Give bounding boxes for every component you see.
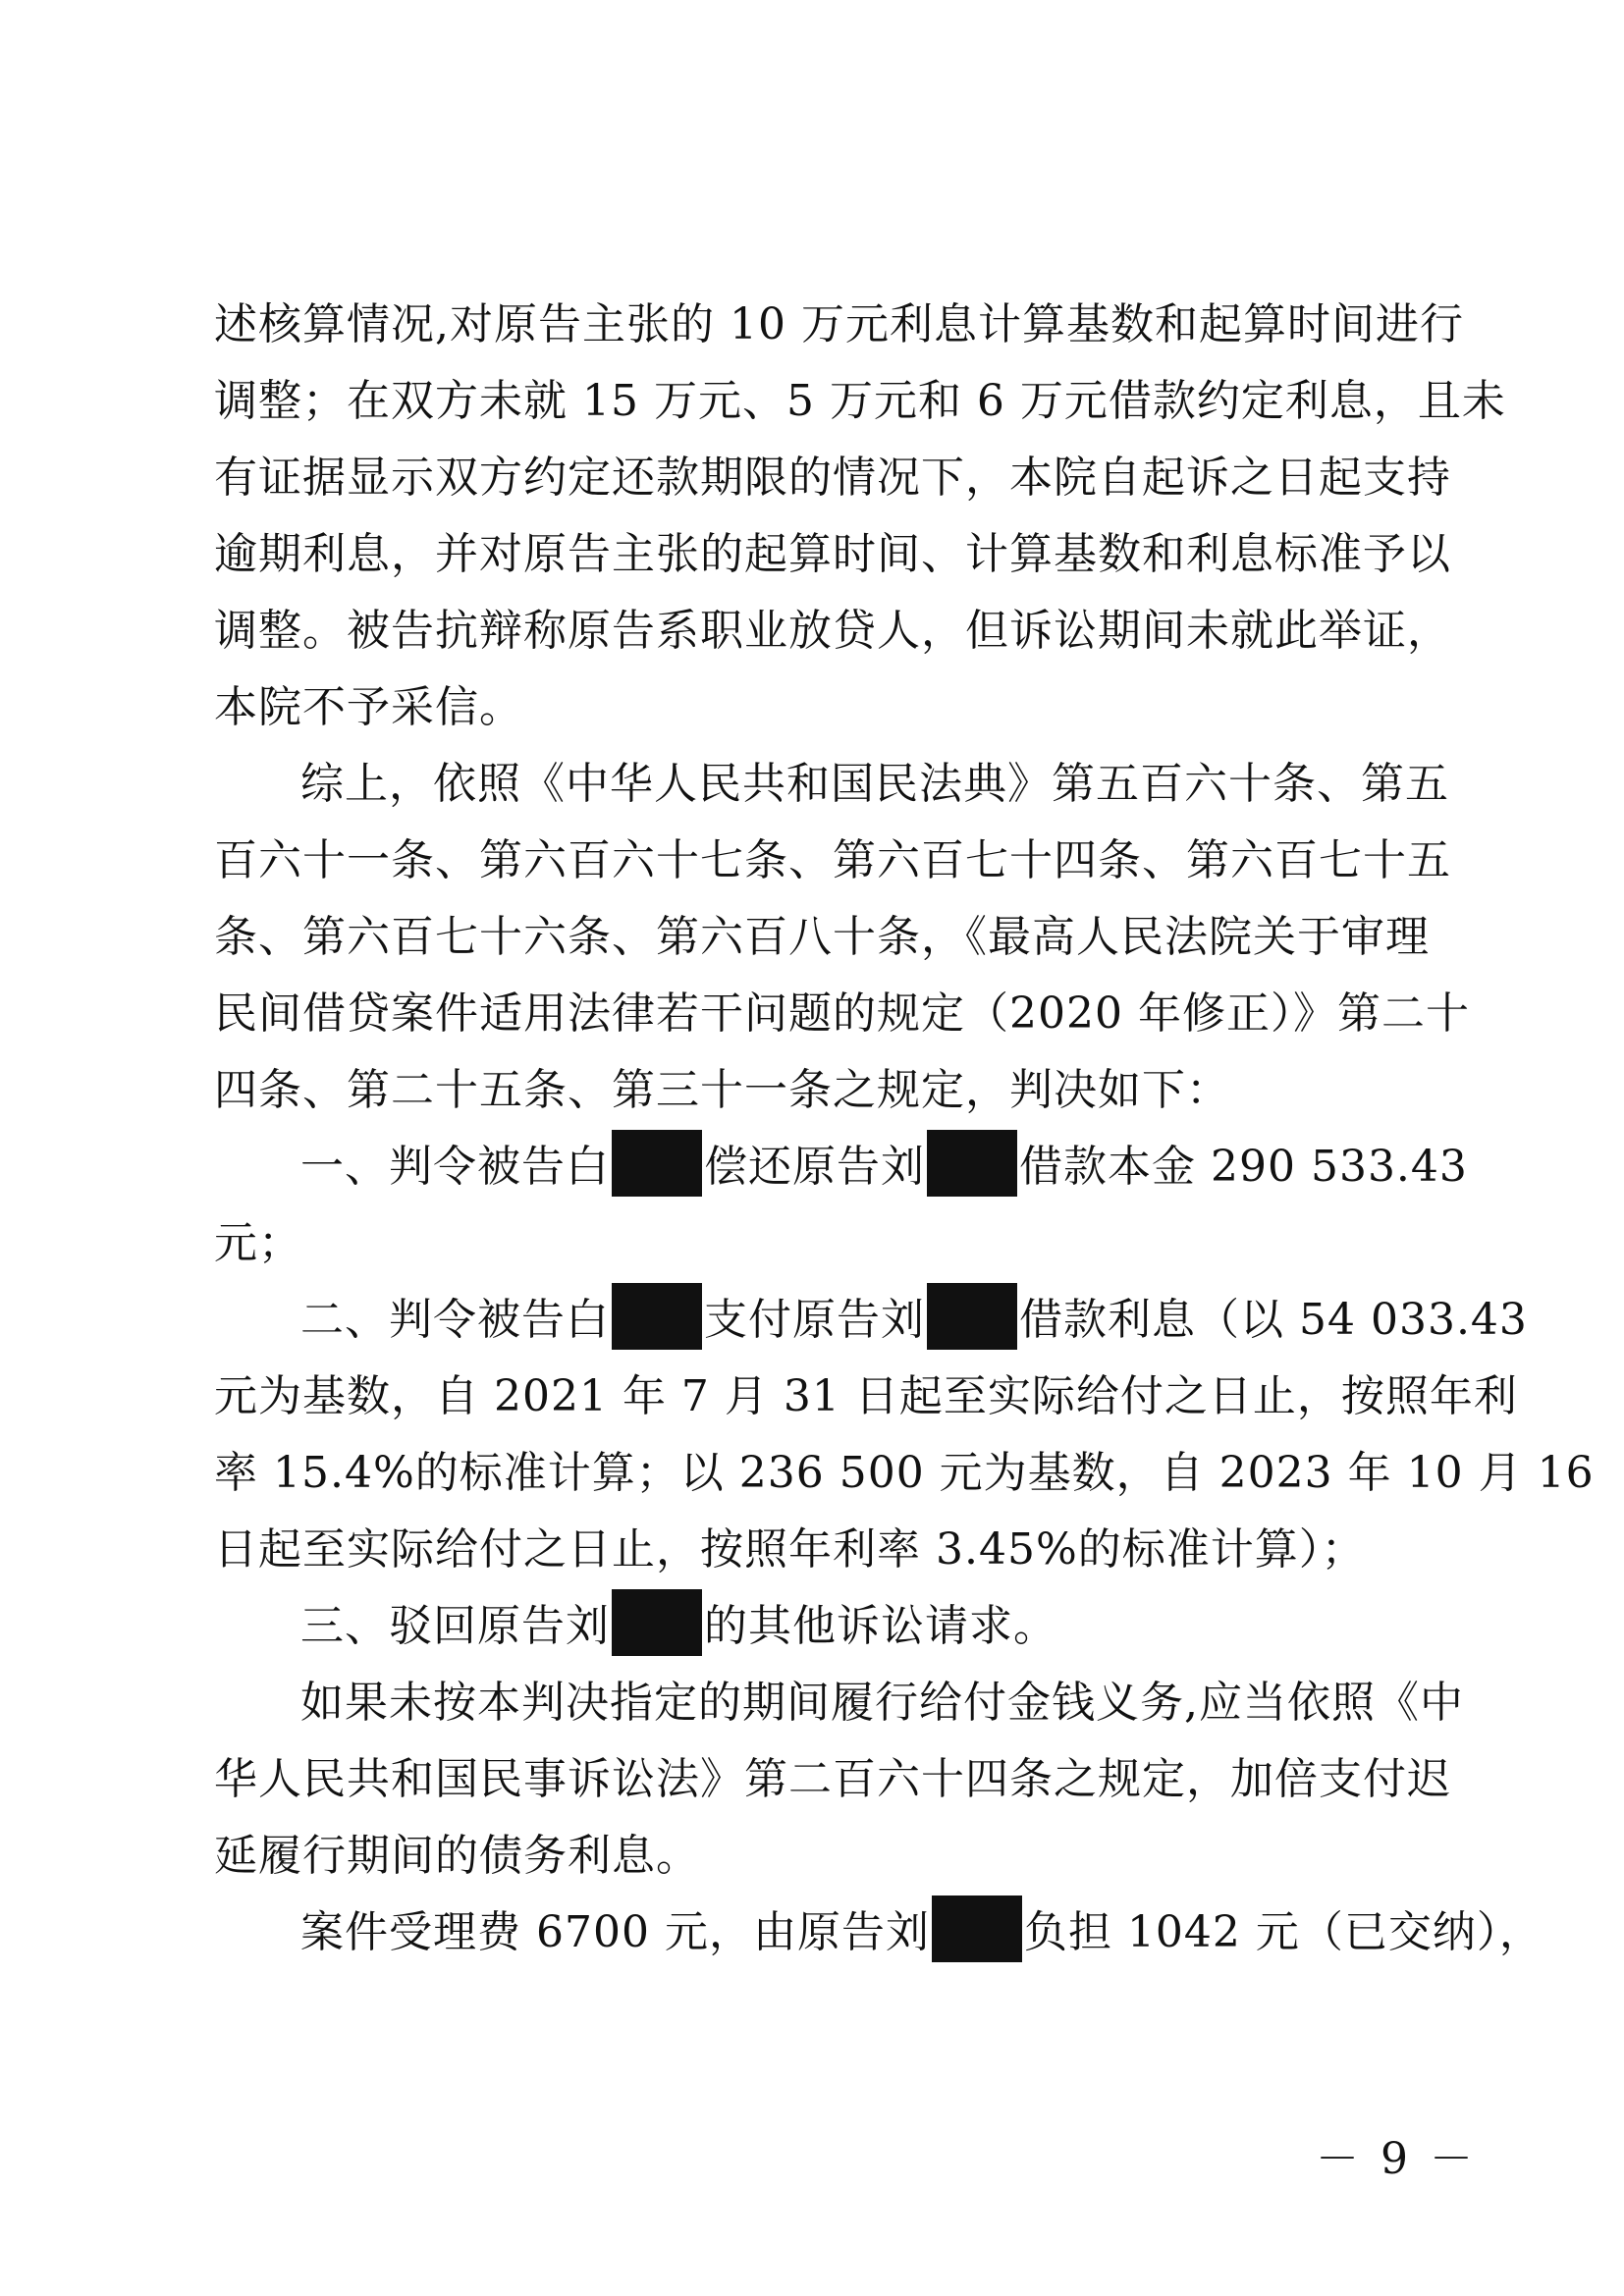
text-line: 述核算情况,对原告主张的 10 万元利息计算基数和起算时间进行 xyxy=(214,299,1464,349)
text-line: 本院不予采信。 xyxy=(214,682,523,732)
text-line: 条、第六百七十六条、第六百八十条，《最高人民法院关于审理 xyxy=(214,912,1430,962)
text-line: 百六十一条、第六百六十七条、第六百七十四条、第六百七十五 xyxy=(214,835,1451,885)
text-line: 民间借贷案件适用法律若干问题的规定（2020 年修正）》第二十 xyxy=(214,988,1470,1039)
text-line: 有证据显示双方约定还款期限的情况下，本院自起诉之日起支持 xyxy=(214,453,1451,503)
text-line: 三、驳回原告刘 的其他诉讼请求。 xyxy=(214,1588,1428,1665)
redaction-block xyxy=(927,1283,1017,1350)
redaction-block xyxy=(927,1130,1017,1197)
redaction-block xyxy=(612,1283,702,1350)
text-line: 日起至实际给付之日止，按照年利率 3.45%的标准计算）； xyxy=(214,1524,1366,1575)
redaction-block xyxy=(612,1130,702,1197)
text-line: 元； xyxy=(214,1218,302,1268)
text-line: 延履行期间的债务利息。 xyxy=(214,1831,700,1881)
redaction-block xyxy=(612,1589,702,1656)
text-line: 逾期利息，并对原告主张的起算时间、计算基数和利息标准予以 xyxy=(214,529,1451,579)
text-line: 调整。被告抗辩称原告系职业放贷人，但诉讼期间未就此举证， xyxy=(214,606,1451,656)
text-line: 率 15.4%的标准计算；以 236 500 元为基数，自 2023 年 10 月 16 xyxy=(214,1448,1595,1498)
text-line: 二、判令被告白 支付原告刘 借款利息（以 54 033.43 xyxy=(214,1282,1428,1359)
text-line: 元为基数，自 2021 年 7 月 31 日起至实际给付之日止，按照年利 xyxy=(214,1371,1518,1421)
document-body xyxy=(214,287,1595,1971)
text-line: 华人民共和国民事诉讼法》第二百六十四条之规定，加倍支付迟 xyxy=(214,1754,1451,1804)
text-line: 综上，依照《中华人民共和国民法典》第五百六十条、第五 xyxy=(300,759,1449,809)
text-line: 调整；在双方未就 15 万元、5 万元和 6 万元借款约定利息，且未 xyxy=(214,376,1506,426)
text-line: 案件受理费 6700 元，由原告刘 负担 1042 元（已交纳）， xyxy=(214,1895,1428,1971)
text-line: 一、判令被告白 偿还原告刘 借款本金 290 533.43 xyxy=(214,1129,1428,1205)
text-line: 四条、第二十五条、第三十一条之规定，判决如下： xyxy=(214,1065,1230,1115)
page-number: － 9 － xyxy=(1316,2134,1477,2184)
redaction-block xyxy=(932,1896,1022,1962)
text-line: 如果未按本判决指定的期间履行给付金钱义务,应当依照《中 xyxy=(300,1678,1464,1728)
